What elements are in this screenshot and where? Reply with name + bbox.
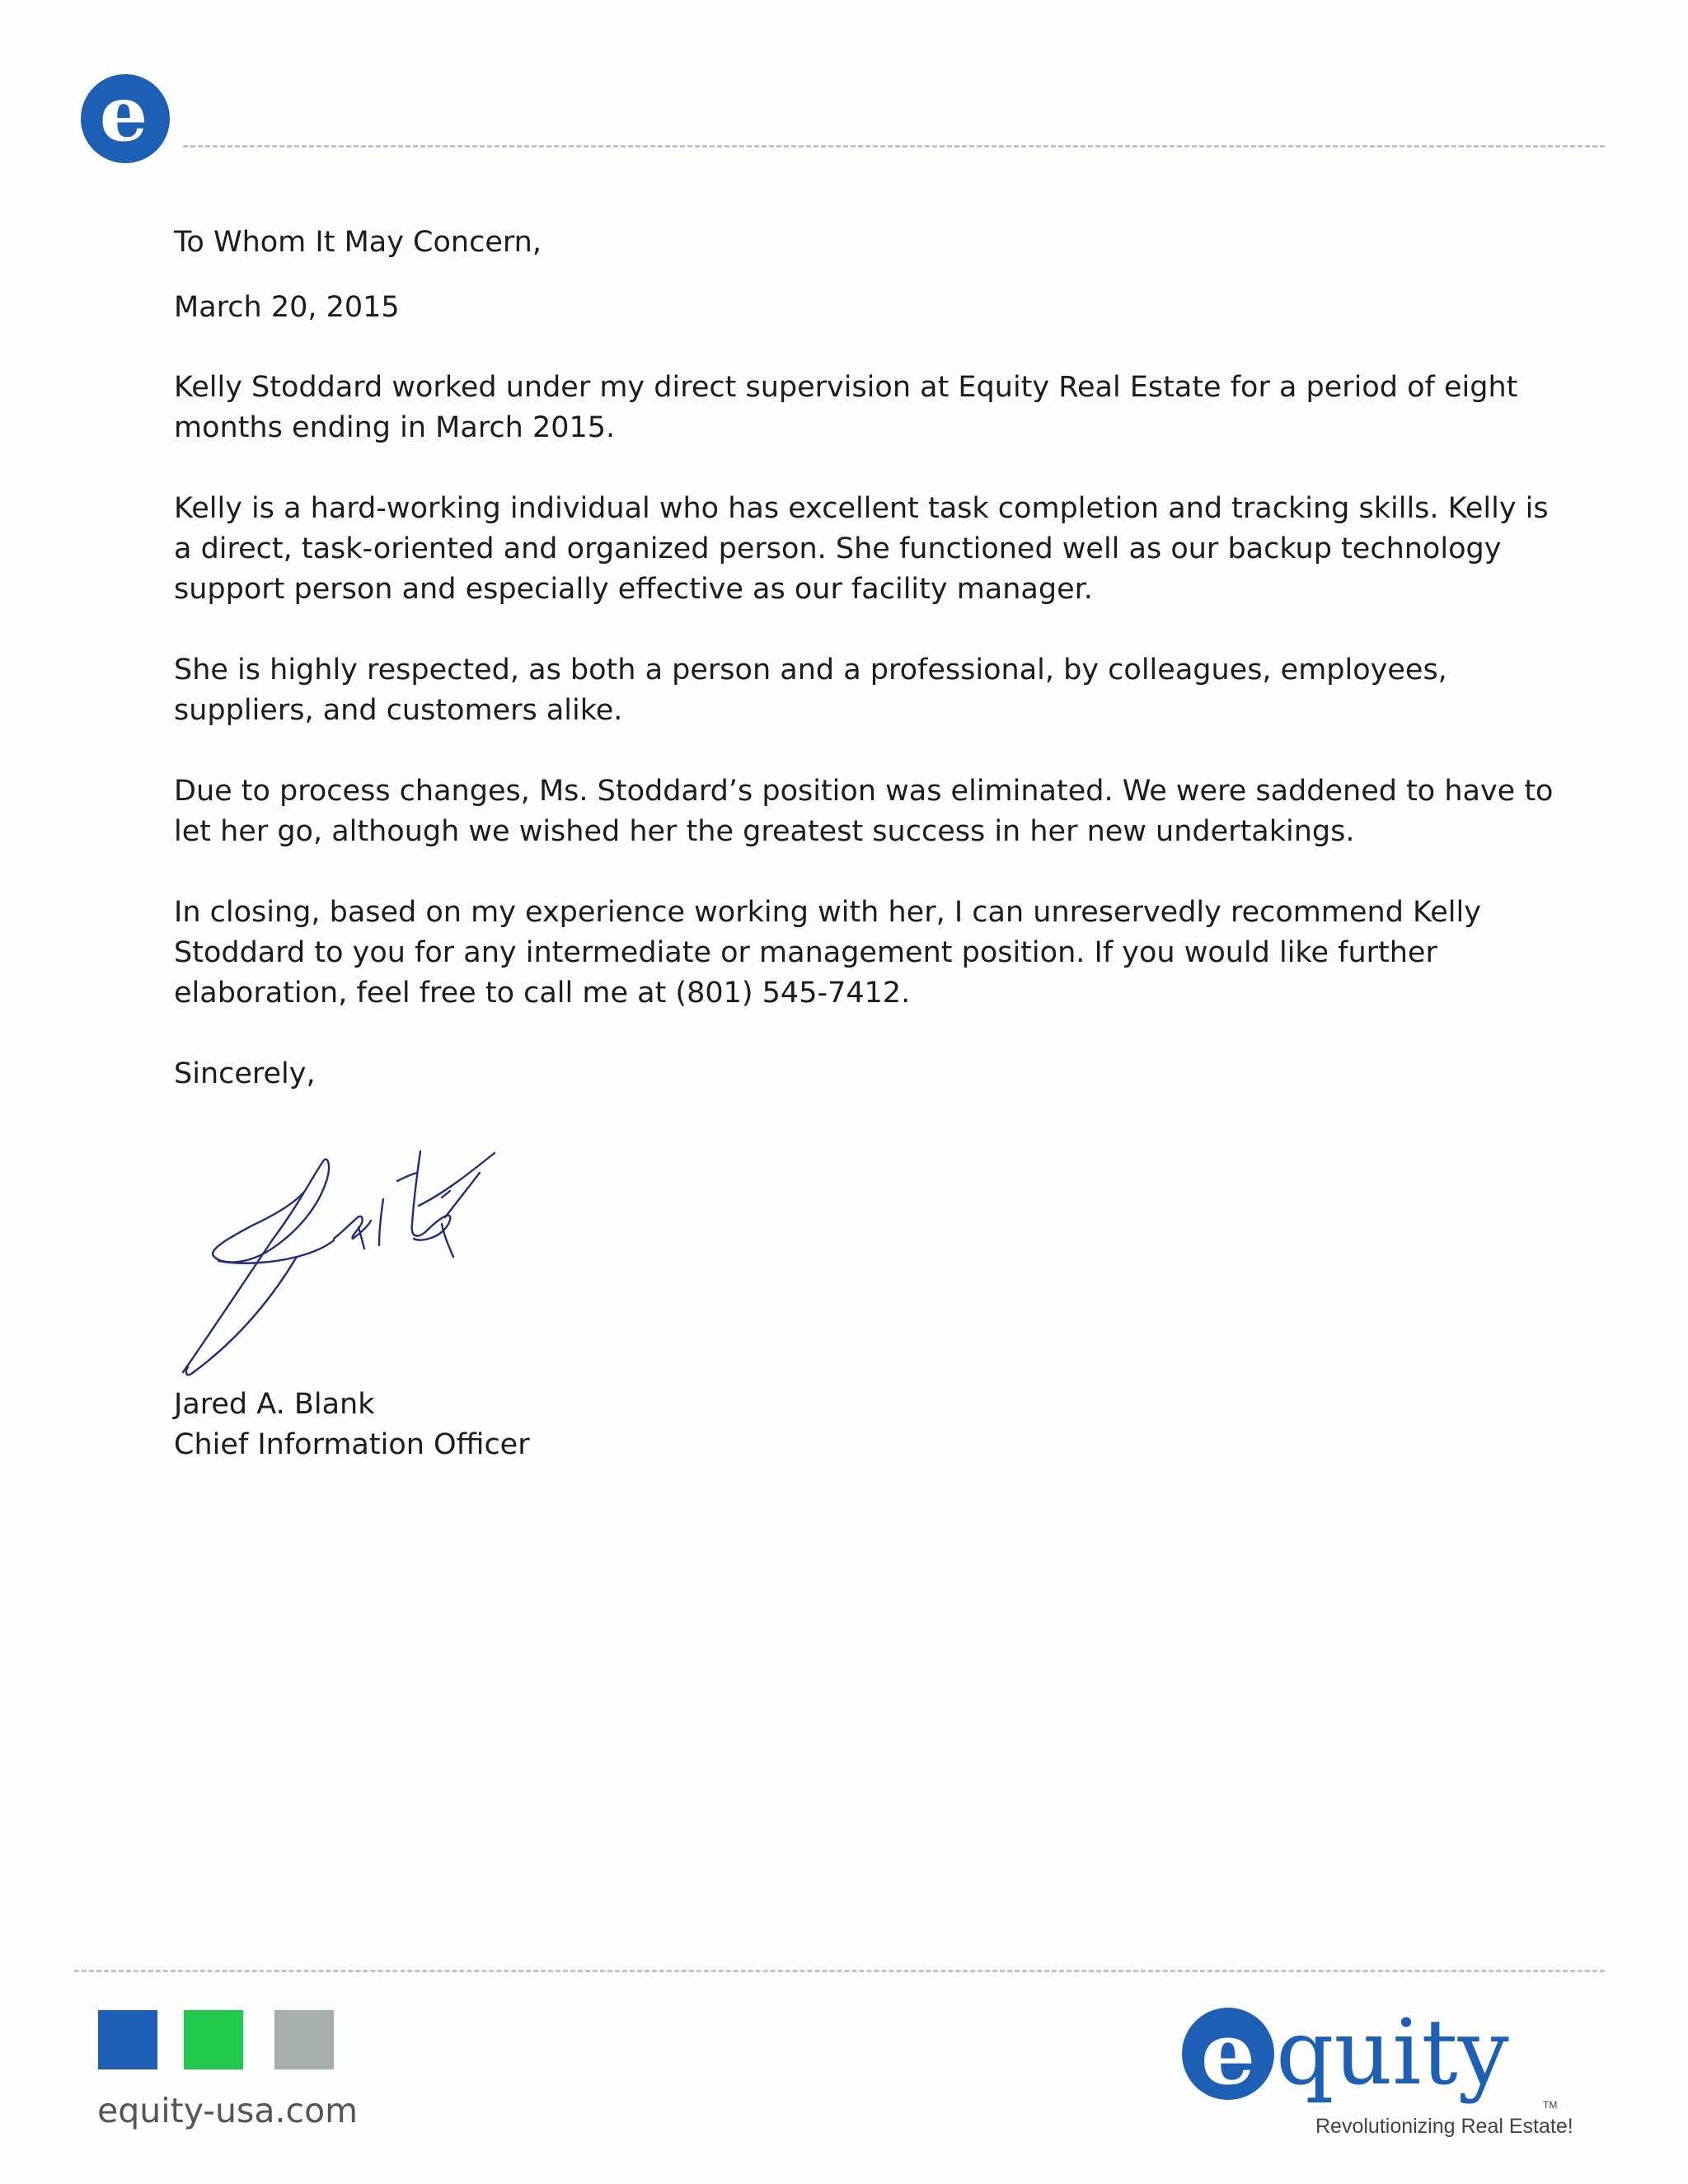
salutation: To Whom It May Concern, xyxy=(174,226,542,259)
website-url: equity-usa.com xyxy=(97,2091,359,2130)
green-square xyxy=(184,2010,243,2069)
equity-wordmark-logo xyxy=(1179,1986,1591,2151)
equity-e-logo-icon xyxy=(81,74,170,163)
paragraph: Kelly Stoddard worked under my direct supervision at Equity Real Estate for a period of eight months ending in March 2015. xyxy=(174,371,1518,444)
brand-tagline: Revolutionizing Real Estate! xyxy=(1315,2115,1573,2138)
closing: Sincerely, xyxy=(174,1057,316,1090)
blue-square xyxy=(98,2010,157,2069)
gray-square xyxy=(274,2010,334,2069)
footer-divider xyxy=(74,1970,1605,1972)
brand-name-rest: quity xyxy=(1276,1999,1509,2105)
paragraph: Due to process changes, Ms. Stoddard’s position was eliminated. We were saddened to have to let her go, although we wished her the greatest success in her new undertakings. xyxy=(174,775,1554,848)
handwritten-signature xyxy=(173,1141,552,1380)
svg-text:e: e xyxy=(1200,2003,1256,2104)
logo-letter: e xyxy=(99,74,148,158)
brand-wordmark xyxy=(1179,1986,1591,2110)
paragraph: She is highly respected, as both a person and a professional, by colleagues, employees, suppliers, and customers alike. xyxy=(174,654,1447,727)
trademark-mark: TM xyxy=(1543,2099,1558,2110)
signer-title: Chief Information Officer xyxy=(174,1428,530,1461)
paragraph: Kelly is a hard-working individual who has excellent task completion and tracking skills. Kelly is a direct, task-oriented and organized person. She functioned well as our backup technology support person and especially effective as our facility manager. xyxy=(174,492,1549,606)
letter-date: March 20, 2015 xyxy=(174,291,400,324)
header-divider xyxy=(183,145,1605,148)
paragraph: In closing, based on my experience working with her, I can unreservedly recommend Kelly Stoddard to you for any intermediate or management position. If you would like further elaboration, feel free to call me at (801) 545-7412. xyxy=(174,896,1481,1010)
signer-name: Jared A. Blank xyxy=(174,1388,375,1421)
letter-body xyxy=(174,223,1559,1094)
signer-block xyxy=(174,1385,530,1465)
